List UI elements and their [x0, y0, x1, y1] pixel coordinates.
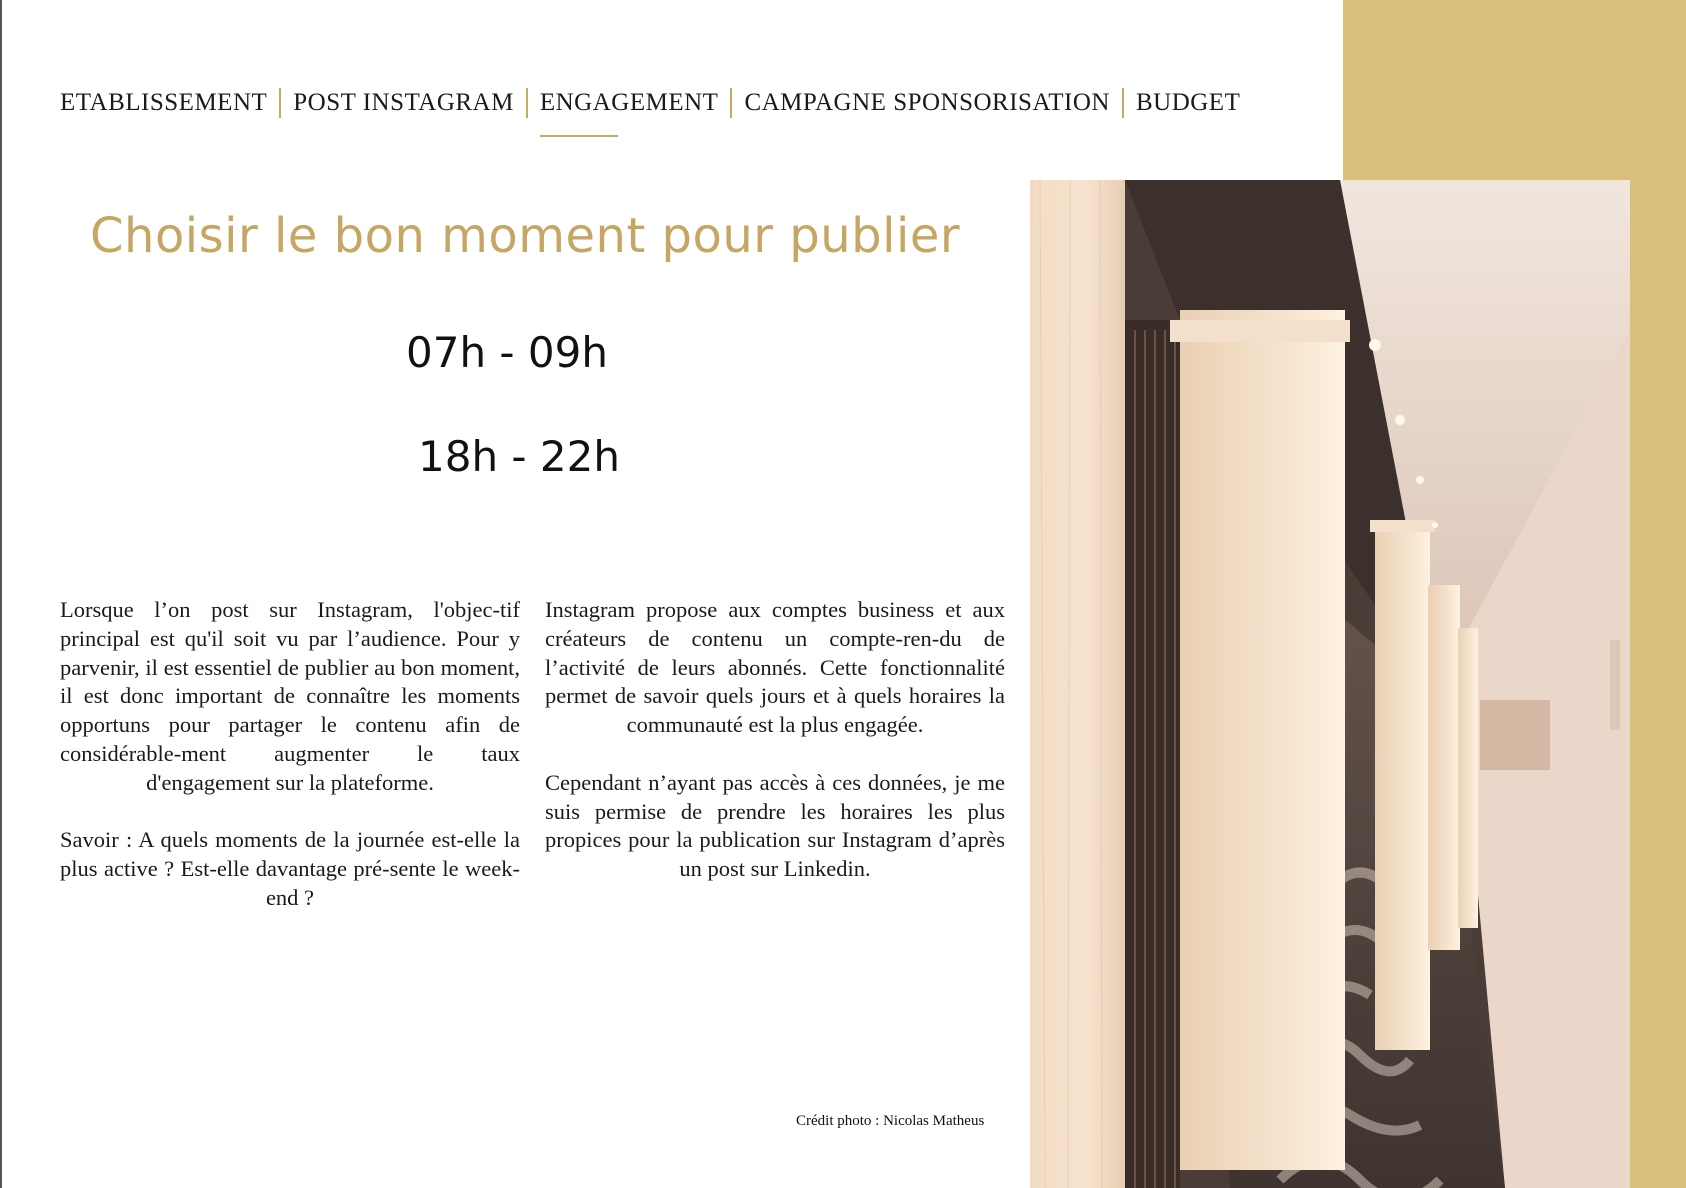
nav-item-post-instagram[interactable]: POST INSTAGRAM — [293, 89, 514, 116]
nav-item-engagement[interactable]: ENGAGEMENT — [528, 89, 731, 117]
left-paragraph-question: Savoir : A quels moments de la journée est-elle la plus active ? Est-elle davantage pré-sente le week-end ? — [60, 827, 520, 910]
right-text-column — [545, 596, 1005, 913]
right-paragraph-insights: Instagram propose aux comptes business et aux créateurs de contenu un compte-ren-du de l’activité de leurs abonnés. Cette fonctionnalité permet de savoir quels jours et à quels horaires la communauté est la plus engagée. — [545, 597, 1005, 738]
right-paragraph-source: Cependant n’ayant pas accès à ces données, je me suis permise de prendre les horaires les plus propices pour la publication sur Instagram d’après un post sur Linkedin. — [545, 769, 1005, 882]
nav-item-campagne-sponsorisation[interactable]: CAMPAGNE SPONSORISATION — [744, 89, 1110, 116]
time-slot-morning: 07h - 09h — [406, 328, 608, 377]
left-paragraph-intro: Lorsque l’on post sur Instagram, l'objec-tif principal est qu'il soit vu par l’audience. Pour y parvenir, il est essentiel de publier au bon moment, il est donc important de connaître les moments opportuns pour partager le contenu afin de considérable-ment augmenter le taux d'engagement sur la plateforme. — [60, 597, 520, 795]
time-slot-evening: 18h - 22h — [418, 432, 620, 481]
corridor-illustration — [1030, 180, 1630, 1188]
page-title: Choisir le bon moment pour publier — [90, 208, 961, 264]
left-text-column — [60, 596, 520, 942]
nav-item-budget[interactable]: BUDGET — [1135, 89, 1241, 116]
photo-credit: Crédit photo : Nicolas Matheus — [796, 1113, 985, 1129]
hotel-corridor-photo — [1030, 180, 1630, 1188]
nav-item-etablissement[interactable]: ETABLISSEMENT — [60, 89, 268, 116]
top-navigation — [60, 88, 1252, 118]
page-edge — [0, 0, 2, 1188]
